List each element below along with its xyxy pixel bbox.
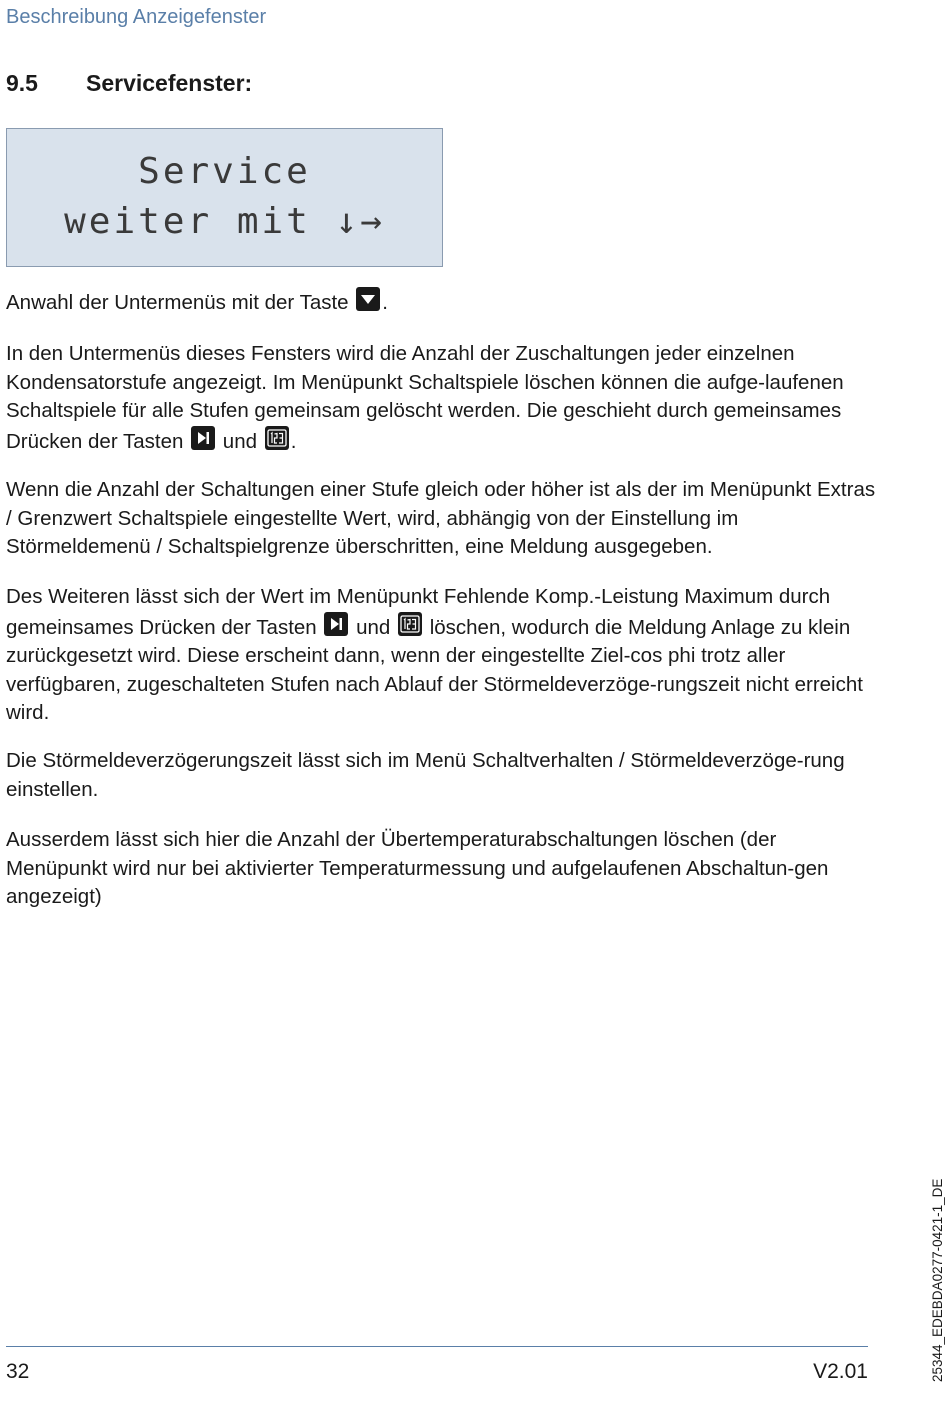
123-key-icon — [265, 426, 289, 450]
play-skip-key-icon — [324, 612, 348, 636]
footer-rule — [6, 1346, 868, 1347]
running-header: Beschreibung Anzeigefenster — [6, 6, 267, 28]
lcd-line-2: weiter mit ↓→ — [64, 201, 385, 242]
play-skip-key-icon — [191, 426, 215, 450]
paragraph-text: und — [217, 429, 263, 453]
paragraph-text: Anwahl der Untermenüs mit der Taste — [6, 291, 355, 314]
lcd-display — [6, 128, 443, 267]
version-label: V2.01 — [813, 1360, 868, 1383]
paragraph-overtemperature: Ausserdem lässt sich hier die Anzahl der Übertemperaturabschaltungen löschen (der Menüpunkt wird nur bei aktivierter Temperaturmessung und aufgelaufenen Abschaltun-gen angezeigt) — [6, 828, 829, 908]
paragraph-submenu-selection — [6, 287, 876, 318]
section-title: Servicefenster: — [86, 70, 253, 96]
paragraph-text: . — [382, 291, 388, 314]
paragraph-fault-delay: Die Störmeldeverzögerungszeit lässt sich im Menü Schaltverhalten / Störmeldeverzöge-rung einstellen. — [6, 749, 845, 801]
section-heading — [6, 70, 252, 97]
paragraph-switching-limit: Wenn die Anzahl der Schaltungen einer Stufe gleich oder höher ist als der im Menüpunkt Extras / Grenzwert Schaltspiele eingestellte Wert, wird, abhängig von der Einstellung im Störmeldemenü / Schaltspielgrenze überschritten, eine Meldung ausgegeben. — [6, 478, 876, 558]
paragraph-text: Des Weiteren lässt sich der Wert im Menüpunkt Fehlende Komp.-Leistung Maximum durch gemeinsames Drücken der Tasten — [6, 585, 831, 639]
down-triangle-key-icon — [356, 287, 380, 311]
paragraph-text: In den Untermenüs dieses Fensters wird die Anzahl der Zuschaltungen jeder einzelnen Kondensatorstufe angezeigt. Im Menüpunkt Schaltspiele löschen können die aufge-laufenen Schaltspiele für alle Stufen gemeinsam gelöscht werden. Die geschieht durch gemeinsames Drücken der Tasten — [6, 342, 844, 453]
paragraph-submenus — [6, 340, 876, 456]
document-id: 25344_EDEBDA0277-0421-1_DE — [930, 1178, 945, 1382]
paragraph-text: und — [350, 615, 396, 639]
section-number: 9.5 — [6, 70, 38, 96]
page-number: 32 — [6, 1360, 30, 1383]
paragraph-text: . — [290, 429, 297, 453]
paragraph-missing-compensation — [6, 583, 876, 728]
123-key-icon — [398, 612, 422, 636]
paragraph-text: löschen, wodurch die Meldung Anlage zu klein zurückgesetzt wird. Diese erscheint dann, wenn der eingestellte Ziel-cos phi trotz aller verfügbaren, zugeschalteten Stufen nach Ablauf der Störmeldeverzöge-rungszeit nicht erreicht wird. — [6, 615, 863, 724]
lcd-line-1: Service — [138, 151, 311, 192]
